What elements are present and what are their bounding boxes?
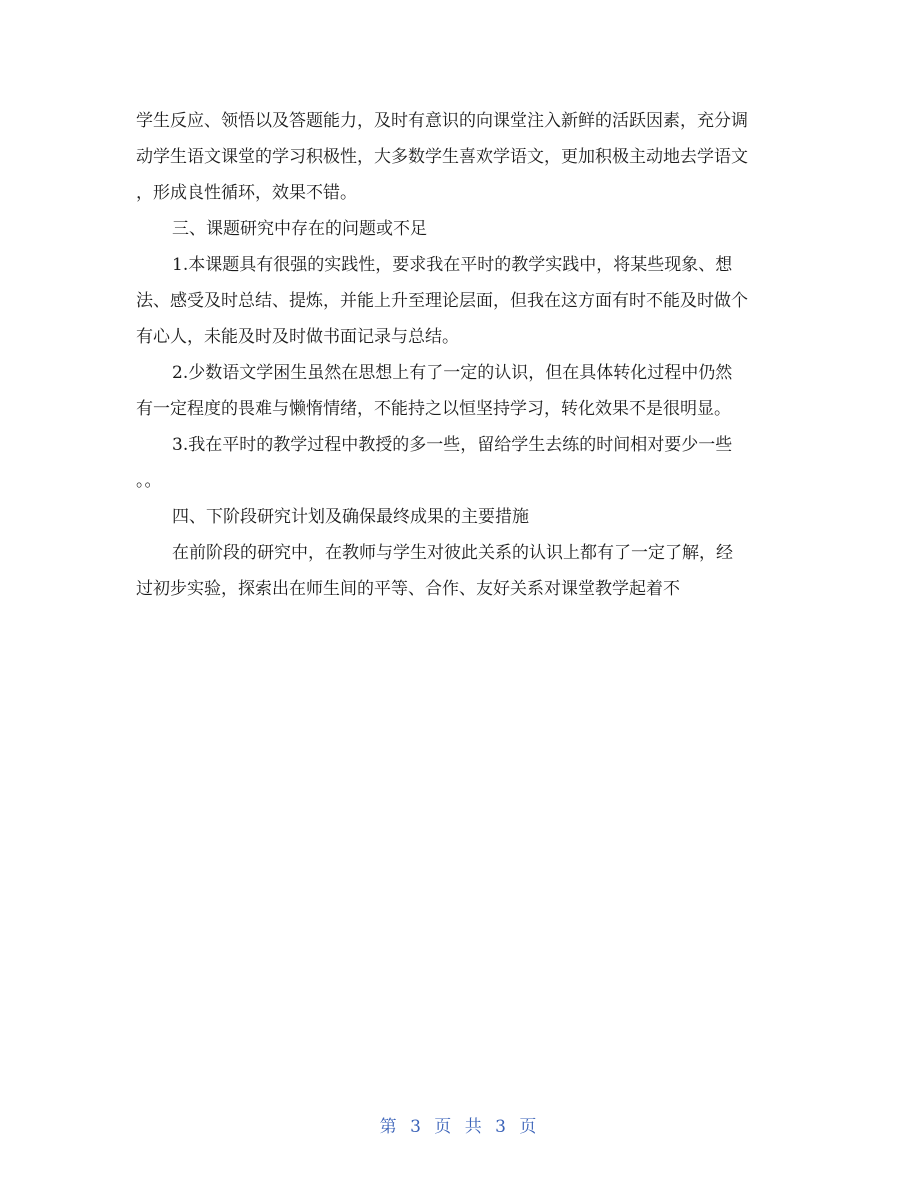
text-line: 有心人，未能及时及时做书面记录与总结。 <box>136 327 459 347</box>
text-line: 有一定程度的畏难与懒惰情绪，不能持之以恒坚持学习，转化效果不是很明显。 <box>136 399 731 419</box>
page-number-footer: 第 3 页 共 3 页 <box>379 1117 541 1137</box>
document-body <box>136 103 786 607</box>
text-line: 过初步实验，探索出在师生间的平等、合作、友好关系对课堂教学起着不 <box>136 579 680 599</box>
section-heading: 三、课题研究中存在的问题或不足 <box>172 219 427 239</box>
section-heading: 四、下阶段研究计划及确保最终成果的主要措施 <box>172 507 529 527</box>
text-line: 3.我在平时的教学过程中教授的多一些，留给学生去练的时间相对要少一些 <box>172 435 733 455</box>
text-line: ，形成良性循环，效果不错。 <box>136 183 357 203</box>
text-line: 1.本课题具有很强的实践性，要求我在平时的教学实践中，将某些现象、想 <box>172 255 733 275</box>
text-line: 在前阶段的研究中，在教师与学生对彼此关系的认识上都有了一定了解，经 <box>172 543 733 563</box>
text-line: 。。 <box>136 471 162 491</box>
text-line: 学生反应、领悟以及答题能力，及时有意识的向课堂注入新鲜的活跃因素，充分调 <box>136 111 748 131</box>
text-line: 法、感受及时总结、提炼，并能上升至理论层面，但我在这方面有时不能及时做个 <box>136 291 748 311</box>
text-line: 2.少数语文学困生虽然在思想上有了一定的认识，但在具体转化过程中仍然 <box>172 363 733 383</box>
text-line: 动学生语文课堂的学习积极性，大多数学生喜欢学语文，更加积极主动地去学语文 <box>136 147 748 167</box>
